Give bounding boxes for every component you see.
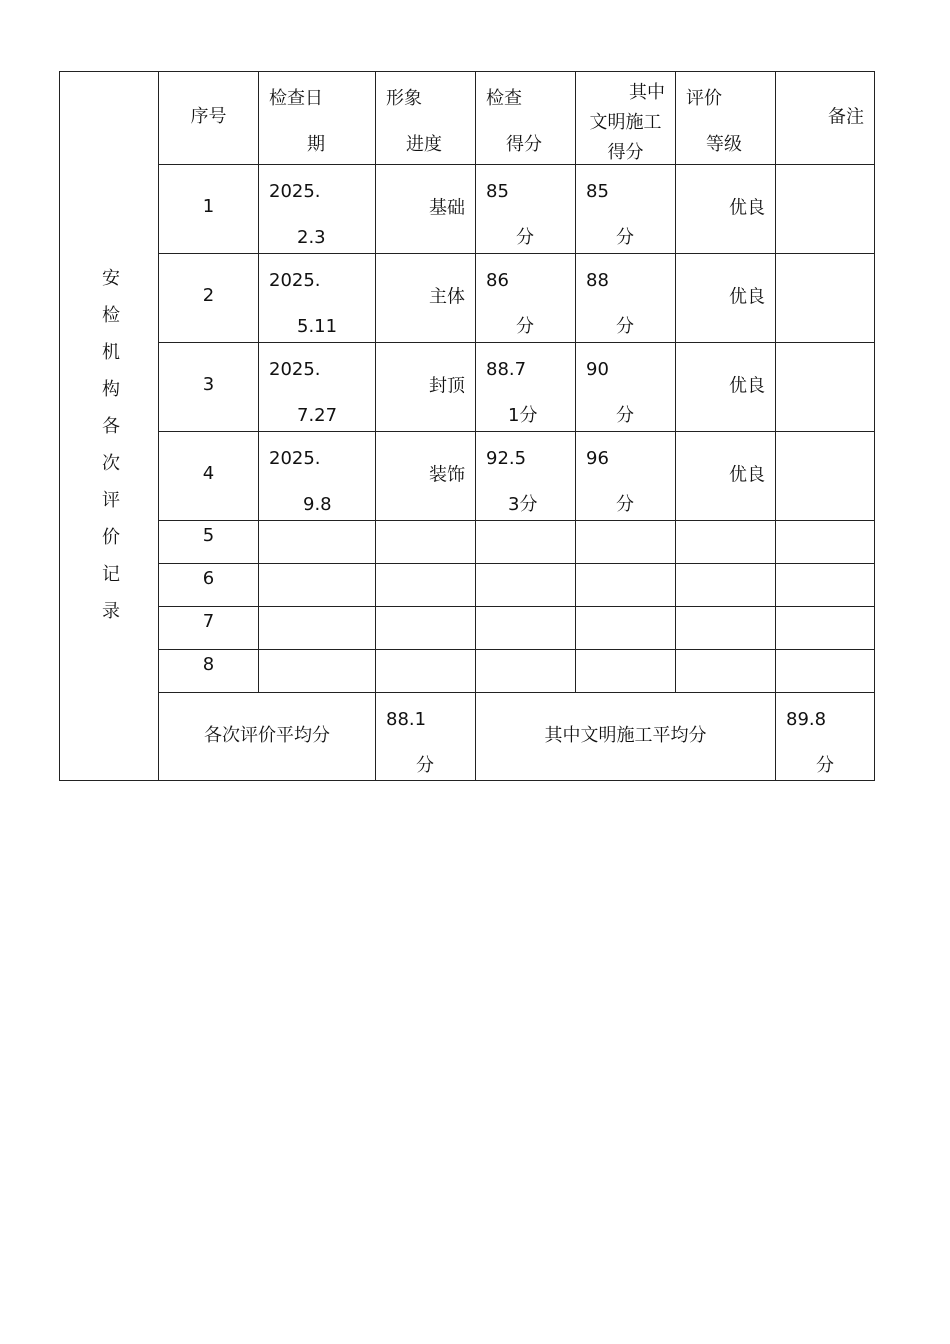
row-progress-text: 主体 bbox=[429, 286, 465, 308]
row-civil-line2: 分 bbox=[616, 227, 634, 248]
civil-average-label: 其中文明施工平均分 bbox=[544, 724, 707, 746]
empty-cell bbox=[476, 521, 576, 564]
empty-cell bbox=[376, 521, 476, 564]
row-seq bbox=[159, 432, 259, 521]
row-score-line2: 分 bbox=[516, 316, 534, 337]
header-date-line1: 检查日 bbox=[269, 88, 323, 109]
row-score bbox=[476, 254, 576, 343]
header-grade-line2: 等级 bbox=[706, 134, 742, 155]
row-score bbox=[476, 165, 576, 254]
row-date-line2: 9.8 bbox=[303, 494, 332, 515]
row-date bbox=[259, 254, 376, 343]
empty-cell bbox=[776, 607, 875, 650]
row-civil-line1: 85 bbox=[586, 181, 609, 202]
row-score-line2: 1分 bbox=[508, 405, 538, 426]
header-score-line2: 得分 bbox=[506, 134, 542, 155]
header-grade bbox=[676, 72, 776, 165]
empty-cell bbox=[576, 564, 676, 607]
row-civil-line2: 分 bbox=[616, 316, 634, 337]
header-progress bbox=[376, 72, 476, 165]
empty-cell bbox=[376, 607, 476, 650]
side-label: 安检机构各次评价记录 bbox=[99, 267, 120, 638]
row-civil bbox=[576, 165, 676, 254]
empty-cell bbox=[259, 521, 376, 564]
row-date-line2: 2.3 bbox=[297, 227, 326, 248]
row-date-line1: 2025. bbox=[269, 270, 321, 291]
header-civil-line2: 文明施工 bbox=[589, 112, 662, 133]
row-seq bbox=[159, 607, 259, 650]
row-seq-text: 5 bbox=[202, 525, 215, 546]
row-grade-text: 优良 bbox=[729, 464, 765, 486]
header-civil-line1: 其中 bbox=[629, 82, 665, 103]
empty-cell bbox=[376, 564, 476, 607]
row-grade bbox=[676, 165, 776, 254]
table-row bbox=[60, 165, 875, 254]
table-row-empty bbox=[60, 521, 875, 564]
empty-cell bbox=[676, 521, 776, 564]
average-score-value-cell bbox=[376, 693, 476, 781]
row-date bbox=[259, 343, 376, 432]
row-seq bbox=[159, 165, 259, 254]
row-seq-text: 8 bbox=[202, 654, 215, 675]
row-date-line2: 5.11 bbox=[297, 316, 338, 337]
header-civil-line3: 得分 bbox=[607, 142, 644, 163]
header-score-line1: 检查 bbox=[486, 88, 522, 109]
header-seq-text: 序号 bbox=[190, 105, 227, 127]
civil-average-value-line2: 分 bbox=[816, 755, 834, 776]
empty-cell bbox=[776, 564, 875, 607]
row-progress-text: 装饰 bbox=[429, 464, 465, 486]
row-date-line1: 2025. bbox=[269, 448, 321, 469]
row-seq-text: 3 bbox=[202, 373, 215, 395]
row-score-line1: 85 bbox=[486, 181, 509, 202]
row-civil bbox=[576, 432, 676, 521]
side-label-cell bbox=[60, 72, 159, 781]
row-remark bbox=[776, 343, 875, 432]
row-date bbox=[259, 432, 376, 521]
row-score-line2: 分 bbox=[516, 227, 534, 248]
empty-cell bbox=[776, 521, 875, 564]
row-score-line1: 88.7 bbox=[486, 359, 527, 380]
evaluation-record-table bbox=[59, 71, 875, 781]
empty-cell bbox=[576, 521, 676, 564]
row-seq-text: 1 bbox=[202, 195, 215, 217]
header-progress-line1: 形象 bbox=[386, 88, 422, 109]
header-civil-score bbox=[576, 72, 676, 165]
row-seq bbox=[159, 343, 259, 432]
row-seq-text: 6 bbox=[202, 568, 215, 589]
row-score-line1: 86 bbox=[486, 270, 509, 291]
empty-cell bbox=[576, 650, 676, 693]
row-civil-line2: 分 bbox=[616, 405, 634, 426]
table-row-empty bbox=[60, 650, 875, 693]
header-row bbox=[60, 72, 875, 165]
row-seq-text: 2 bbox=[202, 284, 215, 306]
row-progress bbox=[376, 254, 476, 343]
row-seq-text: 4 bbox=[202, 462, 215, 484]
average-score-label-cell bbox=[159, 693, 376, 781]
row-grade bbox=[676, 254, 776, 343]
row-progress-text: 基础 bbox=[429, 197, 465, 219]
row-civil-line1: 96 bbox=[586, 448, 609, 469]
average-score-label: 各次评价平均分 bbox=[204, 724, 330, 746]
empty-cell bbox=[676, 607, 776, 650]
row-civil bbox=[576, 254, 676, 343]
row-score bbox=[476, 343, 576, 432]
row-score bbox=[476, 432, 576, 521]
empty-cell bbox=[576, 607, 676, 650]
average-score-value-line2: 分 bbox=[416, 755, 434, 776]
empty-cell bbox=[676, 650, 776, 693]
row-date bbox=[259, 165, 376, 254]
row-grade bbox=[676, 343, 776, 432]
empty-cell bbox=[776, 650, 875, 693]
empty-cell bbox=[376, 650, 476, 693]
row-progress bbox=[376, 165, 476, 254]
row-civil-line1: 90 bbox=[586, 359, 609, 380]
row-grade bbox=[676, 432, 776, 521]
empty-cell bbox=[476, 564, 576, 607]
row-score-line2: 3分 bbox=[508, 494, 538, 515]
header-remark bbox=[776, 72, 875, 165]
empty-cell bbox=[259, 564, 376, 607]
row-civil-line1: 88 bbox=[586, 270, 609, 291]
header-progress-line2: 进度 bbox=[406, 134, 442, 155]
table-row-empty bbox=[60, 607, 875, 650]
header-grade-line1: 评价 bbox=[686, 88, 722, 109]
row-remark bbox=[776, 165, 875, 254]
civil-average-label-cell bbox=[476, 693, 776, 781]
row-remark bbox=[776, 432, 875, 521]
row-seq bbox=[159, 254, 259, 343]
row-remark bbox=[776, 254, 875, 343]
row-date-line2: 7.27 bbox=[297, 405, 338, 426]
table-row bbox=[60, 254, 875, 343]
empty-cell bbox=[476, 650, 576, 693]
empty-cell bbox=[259, 650, 376, 693]
header-date bbox=[259, 72, 376, 165]
row-score-line1: 92.5 bbox=[486, 448, 527, 469]
header-seq bbox=[159, 72, 259, 165]
row-civil bbox=[576, 343, 676, 432]
civil-average-value-line1: 89.8 bbox=[786, 709, 827, 730]
row-progress-text: 封顶 bbox=[429, 375, 465, 397]
table-row-empty bbox=[60, 564, 875, 607]
row-grade-text: 优良 bbox=[729, 197, 765, 219]
row-date-line1: 2025. bbox=[269, 359, 321, 380]
summary-row bbox=[60, 693, 875, 781]
row-progress bbox=[376, 432, 476, 521]
row-civil-line2: 分 bbox=[616, 494, 634, 515]
row-seq-text: 7 bbox=[202, 611, 215, 632]
row-progress bbox=[376, 343, 476, 432]
row-seq bbox=[159, 650, 259, 693]
row-grade-text: 优良 bbox=[729, 375, 765, 397]
empty-cell bbox=[259, 607, 376, 650]
header-remark-text: 备注 bbox=[828, 106, 864, 128]
table-row bbox=[60, 343, 875, 432]
civil-average-value-cell bbox=[776, 693, 875, 781]
empty-cell bbox=[676, 564, 776, 607]
empty-cell bbox=[476, 607, 576, 650]
row-date-line1: 2025. bbox=[269, 181, 321, 202]
average-score-value-line1: 88.1 bbox=[386, 709, 427, 730]
header-date-line2: 期 bbox=[307, 134, 325, 155]
row-seq bbox=[159, 564, 259, 607]
row-grade-text: 优良 bbox=[729, 286, 765, 308]
row-seq bbox=[159, 521, 259, 564]
table-row bbox=[60, 432, 875, 521]
header-score bbox=[476, 72, 576, 165]
